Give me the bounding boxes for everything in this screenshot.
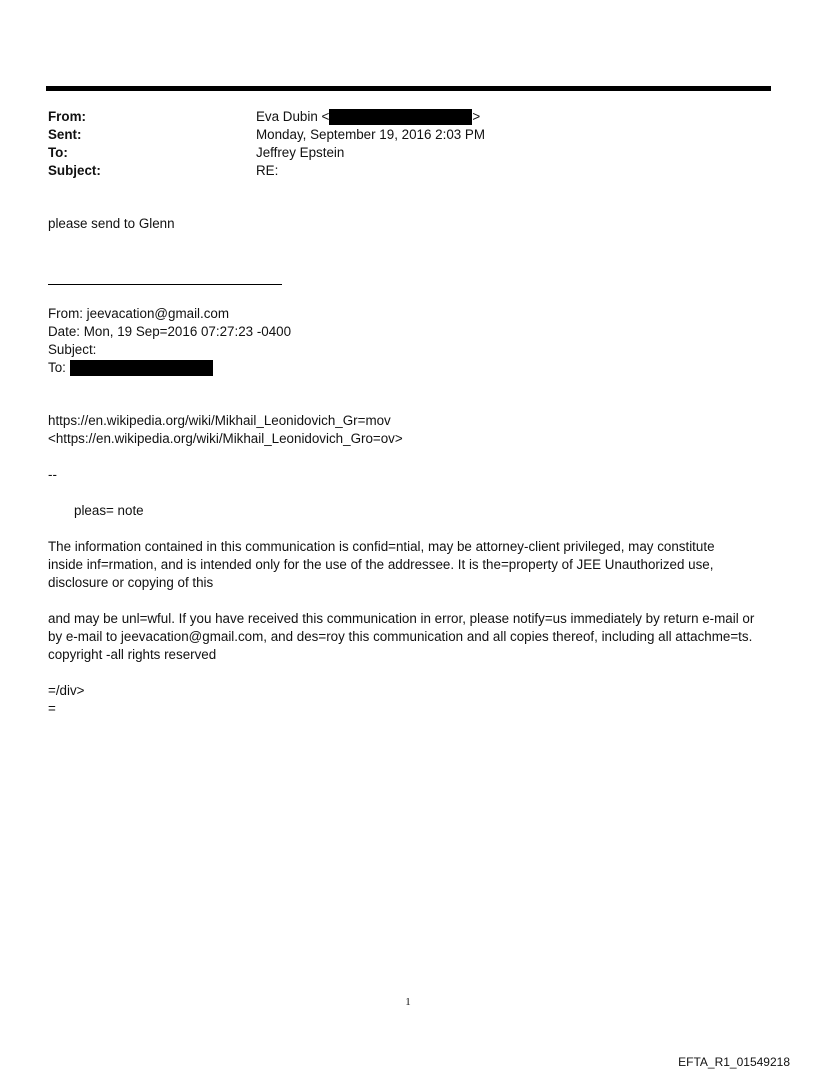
subject-label: Subject:: [48, 163, 101, 178]
to-label: To:: [48, 145, 68, 160]
quoted-date: Date: Mon, 19 Sep=2016 07:27:23 -0400: [48, 324, 292, 339]
to-row: [48, 144, 748, 162]
reply-text: please send to Glenn: [48, 216, 175, 231]
redaction-block: [70, 360, 213, 376]
subject-row: [48, 162, 748, 180]
note-text: pleas= note: [74, 503, 144, 518]
from-row: [48, 108, 748, 126]
sent-label: Sent:: [48, 127, 82, 142]
signature-dashes: --: [48, 467, 57, 482]
quoted-to-row: [48, 359, 213, 377]
sent-value: Monday, September 19, 2016 2:03 PM: [256, 127, 486, 142]
email-header: [48, 108, 748, 180]
disclaimer-paragraph-1: [48, 538, 773, 592]
disclaimer-line: inside inf=rmation, and is intended only for the use of the addressee. It is the=property of JEE Unauthorized use,: [48, 557, 714, 572]
wiki-link[interactable]: https://en.wikipedia.org/wiki/Mikhail_Leonidovich_Gr=mov: [48, 413, 391, 428]
redaction-block: [329, 109, 472, 125]
quoted-from: From: jeevacation@gmail.com: [48, 306, 230, 321]
wiki-link-bracketed[interactable]: <https://en.wikipedia.org/wiki/Mikhail_Leonidovich_Gro=ov>: [48, 431, 403, 446]
disclaimer-line: disclosure or copying of this: [48, 575, 214, 590]
from-name: Eva Dubin <: [256, 109, 330, 124]
disclaimer-paragraph-2: [48, 610, 773, 664]
end-div-text: =/div>: [48, 683, 85, 698]
disclaimer-line: copyright -all rights reserved: [48, 647, 217, 662]
disclaimer-line: The information contained in this communication is confid=ntial, may be attorney-client privileged, may constitute: [48, 539, 715, 554]
to-value: Jeffrey Epstein: [256, 145, 345, 160]
end-eq-text: =: [48, 701, 56, 716]
document-id: EFTA_R1_01549218: [678, 1055, 790, 1069]
from-label: From:: [48, 109, 86, 124]
disclaimer-line: and may be unl=wful. If you have received this communication in error, please notify=us immediately by return e-mail or: [48, 611, 755, 626]
quoted-to-label: To:: [48, 360, 66, 375]
from-value: [256, 108, 480, 126]
separator-rule: [48, 284, 282, 285]
page-number: 1: [405, 996, 411, 1008]
from-close: >: [472, 109, 481, 124]
disclaimer-line: by e-mail to jeevacation@gmail.com, and des=roy this communication and all copies thereof, including all attachme=ts.: [48, 629, 753, 644]
top-rule: [46, 86, 771, 91]
sent-row: [48, 126, 748, 144]
subject-value: RE:: [256, 163, 279, 178]
quoted-subject: Subject:: [48, 342, 97, 357]
